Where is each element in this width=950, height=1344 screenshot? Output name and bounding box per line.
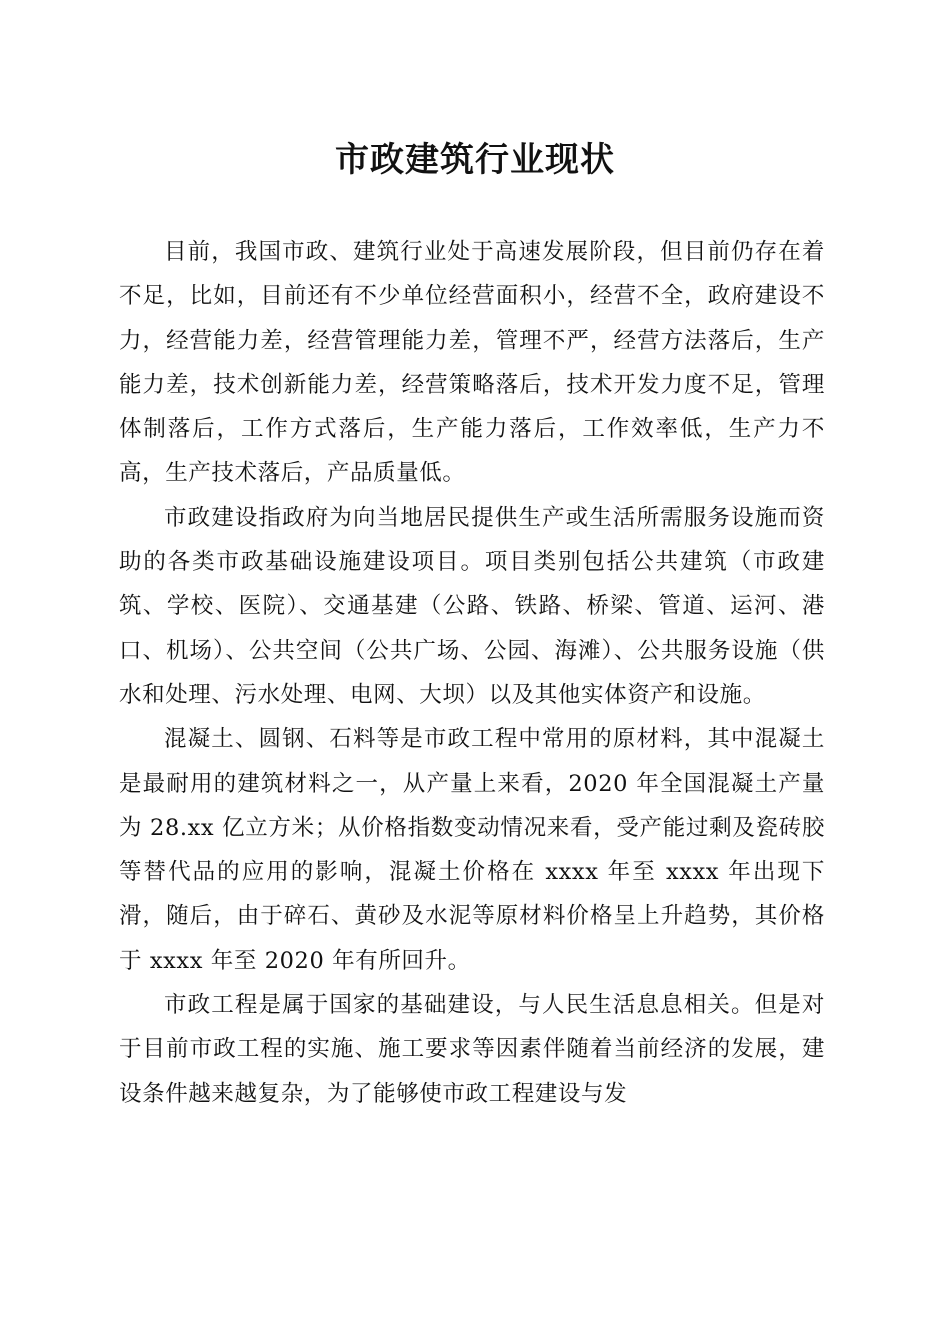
paragraph-raw-materials: 混凝土、圆钢、石料等是市政工程中常用的原材料，其中混凝土是最耐用的建筑材料之一，从产量上来看，2020 年全国混凝土产量为 28.xx 亿立方米；从价格指数变动情况来看，受产能过剩及瓷砖胶等替代品的应用的影响，混凝土价格在 xxxx 年至 xxxx 年出现下滑，随后，由于碎石、黄砂及水泥等原材料价格呈上升趋势，其价格于 xxxx 年至 2020 年有所回升。: [119, 726, 825, 974]
paragraph-current-status: 目前，我国市政、建筑行业处于高速发展阶段，但目前仍存在着不足，比如，目前还有不少单位经营面积小，经营不全，政府建设不力，经营能力差，经营管理能力差，管理不严，经营方法落后，生产能力差，技术创新能力差，经营策略落后，技术开发力度不足，管理体制落后，工作方式落后，生产能力落后，工作效率低，生产力不高，生产技术落后，产品质量低。: [119, 239, 825, 487]
paragraph-municipal-construction-definition: 市政建设指政府为向当地居民提供生产或生活所需服务设施而资助的各类市政基础设施建设项目。项目类别包括公共建筑（市政建筑、学校、医院）、交通基建（公路、铁路、桥梁、管道、运河、港口、机场）、公共空间（公共广场、公园、海滩）、公共服务设施（供水和处理、污水处理、电网、大坝）以及其他实体资产和设施。: [119, 504, 825, 708]
document-title: 市政建筑行业现状: [335, 140, 615, 180]
document-body: [119, 230, 825, 1116]
paragraph-infrastructure-development: 市政工程是属于国家的基础建设，与人民生活息息相关。但是对于目前市政工程的实施、施工要求等因素伴随着当前经济的发展，建设条件越来越复杂，为了能够使市政工程建设与发: [119, 992, 825, 1107]
